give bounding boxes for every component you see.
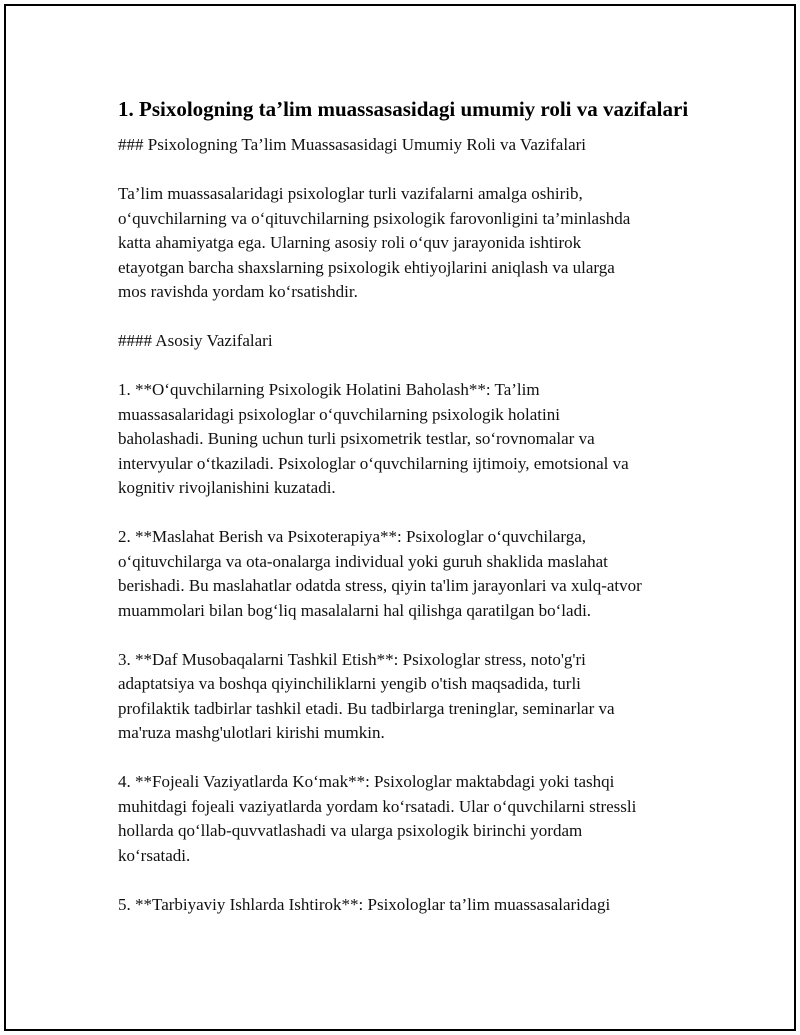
list-item: 1. **O‘quvchilarning Psixologik Holatini Baholash**: Ta’lim muassasalaridagi psixologlar o‘quvchilarning psixologik holatini baholashadi. Buning uchun turli psixometrik testlar, so‘rovnomalar va intervyular o‘tkaziladi. Psixologlar o‘quvchilarning ijtimoiy, emotsional va kognitiv rivojlanishini kuzatadi. [118,380,629,497]
list-item: 4. **Fojeali Vaziyatlarda Ko‘mak**: Psixologlar maktabdagi yoki tashqi muhitdagi fojeali vaziyatlarda yordam ko‘rsatadi. Ular o‘quvchilarni stressli hollarda qo‘llab-quvvatlashadi va ularga psixologik birinchi yordam ko‘rsatadi. [118,772,637,865]
section-heading: #### Asosiy Vazifalari [118,331,273,350]
document-body [118,95,698,917]
document-title: 1. Psixologning ta’lim muassasasidagi umumiy roli va vazifalari [118,97,689,121]
list-item: 2. **Maslahat Berish va Psixoterapiya**: Psixologlar o‘quvchilarga, o‘qituvchilarga va ota-onalarga individual yoki guruh shaklida maslahat berishadi. Bu maslahatlar odatda stress, qiyin ta'lim jarayonlari va xulq-atvor muammolari bilan bog‘liq masalalarni hal qilishga qaratilgan bo‘ladi. [118,527,642,620]
list-item: 3. **Daf Musobaqalarni Tashkil Etish**: Psixologlar stress, noto'g'ri adaptatsiya va boshqa qiyinchiliklarni yengib o'tish maqsadida, turli profilaktik tadbirlar tashkil etadi. Bu tadbirlarga treninglar, seminarlar va ma'ruza mashg'ulotlari kirishi mumkin. [118,649,615,742]
list-item: 5. **Tarbiyaviy Ishlarda Ishtirok**: Psixologlar ta’lim muassasalaridagi [118,894,611,914]
subheading: ### Psixologning Ta’lim Muassasasidagi Umumiy Roli va Vazifalari [118,135,586,154]
intro-paragraph: Ta’lim muassasalaridagi psixologlar turli vazifalarni amalga oshirib, o‘quvchilarning va o‘qituvchilarning psixologik farovonligini ta’minlashda katta ahamiyatga ega. Ularning asosiy roli o‘quv jarayonida ishtirok etayotgan barcha shaxslarning psixologik ehtiyojlarini aniqlash va ularga mos ravishda yordam ko‘rsatishdir. [118,184,631,301]
